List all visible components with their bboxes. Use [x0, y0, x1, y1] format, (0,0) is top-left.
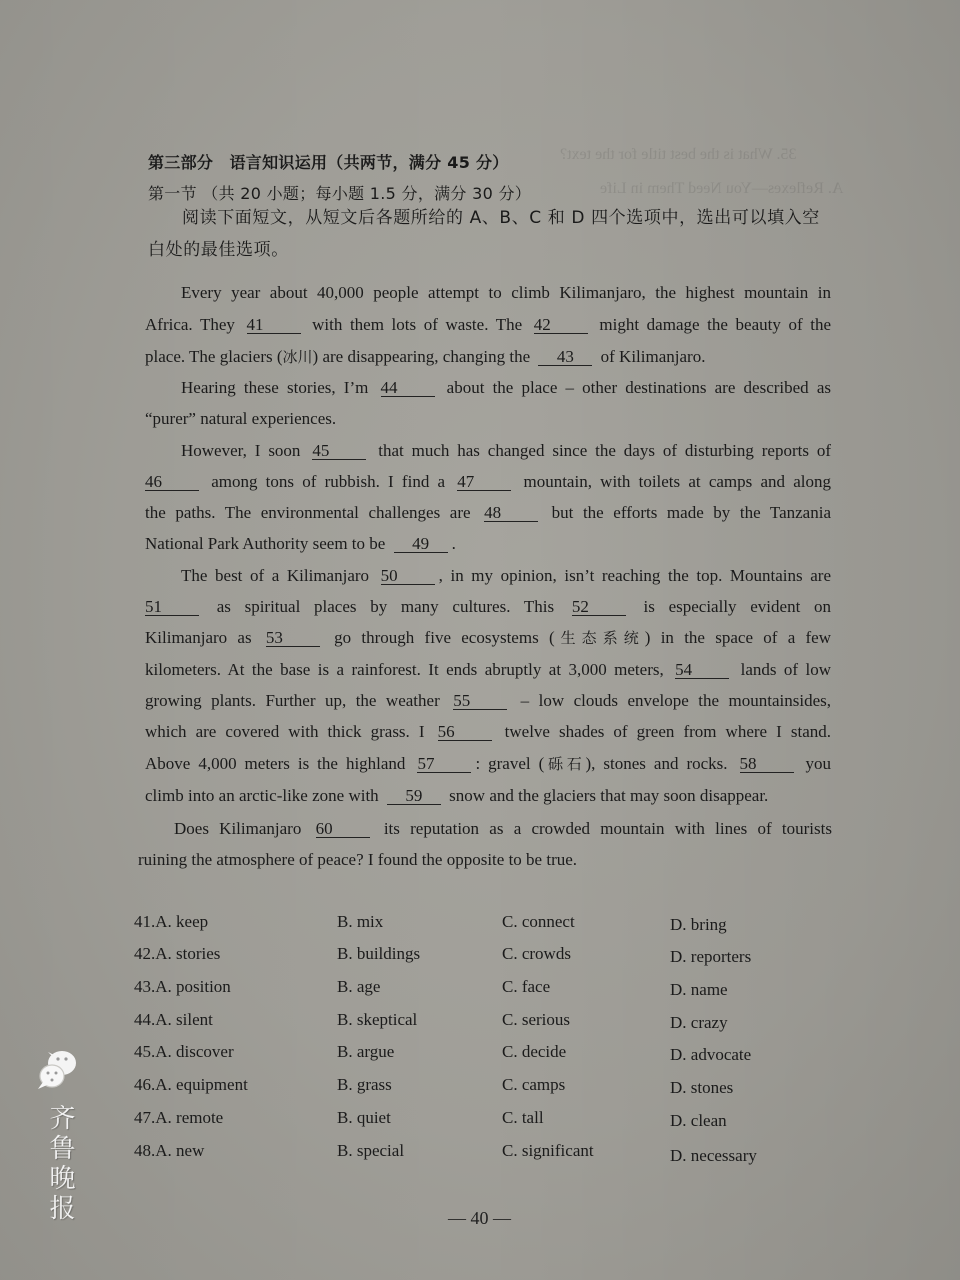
option-45-d[interactable]: D. advocate	[670, 1045, 752, 1064]
option-41-c[interactable]: C. connect	[502, 912, 575, 931]
blank-50[interactable]: 50	[381, 567, 435, 585]
blank-42[interactable]: 42	[534, 316, 588, 334]
watermark	[28, 1048, 88, 1248]
passage-line: kilometers. At the base is a rainforest. It ends abruptly at 3,000 meters, 54 lands of low	[145, 660, 831, 679]
passage-line: “purer” natural experiences.	[145, 409, 337, 428]
blank-45[interactable]: 45	[312, 442, 366, 460]
blank-44[interactable]: 44	[381, 379, 435, 397]
page-number: — 40 —	[448, 1208, 511, 1228]
blank-53[interactable]: 53	[266, 629, 320, 647]
blank-56[interactable]: 56	[438, 723, 492, 741]
passage-line: 46 among tons of rubbish. I find a 47 mountain, with toilets at camps and along	[145, 472, 831, 491]
passage-line: Africa. They 41 with them lots of waste. The 42 might damage the beauty of the	[145, 315, 831, 334]
option-47-b[interactable]: B. quiet	[337, 1108, 391, 1127]
question-43	[134, 977, 834, 1001]
passage-line: climb into an arctic-like zone with 59 snow and the glaciers that may soon disappear.	[145, 786, 769, 805]
blank-48[interactable]: 48	[484, 504, 538, 522]
option-46-c[interactable]: C. camps	[502, 1075, 566, 1094]
blank-49[interactable]: 49	[394, 535, 448, 553]
question-46	[134, 1075, 834, 1099]
option-43-d[interactable]: D. name	[670, 980, 728, 999]
watermark-text: 齐鲁晚报	[45, 1104, 75, 1224]
blank-43[interactable]: 43	[538, 348, 592, 366]
option-45-a[interactable]: 45.A. discover	[134, 1042, 234, 1061]
option-48-a[interactable]: 48.A. new	[134, 1141, 205, 1160]
question-47	[134, 1108, 834, 1132]
passage-line: growing plants. Further up, the weather 55 – low clouds envelope the mountainsides,	[145, 691, 831, 710]
passage-line: The best of a Kilimanjaro 50 , in my opinion, isn’t reaching the top. Mountains are	[181, 566, 831, 585]
passage-line: However, I soon 45 that much has changed since the days of disturbing reports of	[181, 441, 831, 460]
blank-58[interactable]: 58	[740, 755, 794, 773]
wechat-icon	[36, 1048, 80, 1092]
option-43-a[interactable]: 43.A. position	[134, 977, 231, 996]
option-48-c[interactable]: C. significant	[502, 1141, 594, 1160]
bleed-through-text: 35. What is the best title for the text?	[560, 146, 797, 163]
option-45-c[interactable]: C. decide	[502, 1042, 567, 1061]
option-41-d[interactable]: D. bring	[670, 915, 727, 934]
option-44-b[interactable]: B. skeptical	[337, 1010, 418, 1029]
option-43-b[interactable]: B. age	[337, 977, 381, 996]
blank-47[interactable]: 47	[457, 473, 511, 491]
option-45-b[interactable]: B. argue	[337, 1042, 395, 1061]
option-41-a[interactable]: 41.A. keep	[134, 912, 209, 931]
option-47-d[interactable]: D. clean	[670, 1111, 727, 1130]
option-47-c[interactable]: C. tall	[502, 1108, 544, 1127]
passage-line: Kilimanjaro as 53 go through five ecosystems (生态系统) in the space of a few	[145, 628, 831, 647]
blank-52[interactable]: 52	[572, 598, 626, 616]
option-48-b[interactable]: B. special	[337, 1141, 405, 1160]
question-48	[134, 1141, 834, 1165]
option-43-c[interactable]: C. face	[502, 977, 551, 996]
passage-line: Hearing these stories, I’m 44 about the place – other destinations are described as	[181, 378, 831, 397]
option-44-a[interactable]: 44.A. silent	[134, 1010, 213, 1029]
option-42-b[interactable]: B. buildings	[337, 944, 421, 963]
question-42	[134, 944, 834, 968]
option-47-a[interactable]: 47.A. remote	[134, 1108, 224, 1127]
subsection-title: 第一节 （共 20 小题；每小题 1.5 分，满分 30 分）	[148, 184, 532, 203]
question-45	[134, 1042, 834, 1066]
question-41	[134, 912, 834, 936]
instructions: 阅读下面短文，从短文后各题所给的 A、B、C 和 D 四个选项中，选出可以填入空白处的最佳选项。	[148, 208, 820, 260]
part-title: 第三部分 语言知识运用（共两节，满分 45 分）	[148, 153, 509, 172]
option-46-d[interactable]: D. stones	[670, 1078, 734, 1097]
blank-46[interactable]: 46	[145, 473, 199, 491]
blank-41[interactable]: 41	[247, 316, 301, 334]
passage-line: Does Kilimanjaro 60 its reputation as a crowded mountain with lines of tourists	[174, 819, 832, 838]
option-42-a[interactable]: 42.A. stories	[134, 944, 221, 963]
blank-51[interactable]: 51	[145, 598, 199, 616]
question-44	[134, 1010, 834, 1034]
option-46-a[interactable]: 46.A. equipment	[134, 1075, 248, 1094]
passage-line: place. The glaciers (冰川) are disappearing, changing the 43 of Kilimanjaro.	[145, 347, 706, 366]
option-46-b[interactable]: B. grass	[337, 1075, 392, 1094]
blank-55[interactable]: 55	[453, 692, 507, 710]
passage-line: Above 4,000 meters is the highland 57 : gravel (砾石), stones and rocks. 58 you	[145, 754, 831, 773]
option-48-d[interactable]: D. necessary	[670, 1146, 757, 1165]
passage-line: ruining the atmosphere of peace? I found the opposite to be true.	[138, 850, 578, 869]
option-42-d[interactable]: D. reporters	[670, 947, 752, 966]
passage-line: National Park Authority seem to be 49 .	[145, 534, 456, 553]
option-44-d[interactable]: D. crazy	[670, 1013, 728, 1032]
blank-54[interactable]: 54	[675, 661, 729, 679]
option-41-b[interactable]: B. mix	[337, 912, 384, 931]
passage-line: which are covered with thick grass. I 56 twelve shades of green from where I stand.	[145, 722, 831, 741]
passage-line: Every year about 40,000 people attempt to climb Kilimanjaro, the highest mountain in	[181, 283, 831, 302]
option-44-c[interactable]: C. serious	[502, 1010, 570, 1029]
passage-line: the paths. The environmental challenges are 48 but the efforts made by the Tanzania	[145, 503, 831, 522]
blank-59[interactable]: 59	[387, 787, 441, 805]
option-42-c[interactable]: C. crowds	[502, 944, 571, 963]
bleed-through-text: A. Reflexes—You Need Them in Life	[600, 180, 844, 197]
blank-57[interactable]: 57	[417, 755, 471, 773]
blank-60[interactable]: 60	[316, 820, 370, 838]
passage-line: 51 as spiritual places by many cultures. This 52 is especially evident on	[145, 597, 831, 616]
